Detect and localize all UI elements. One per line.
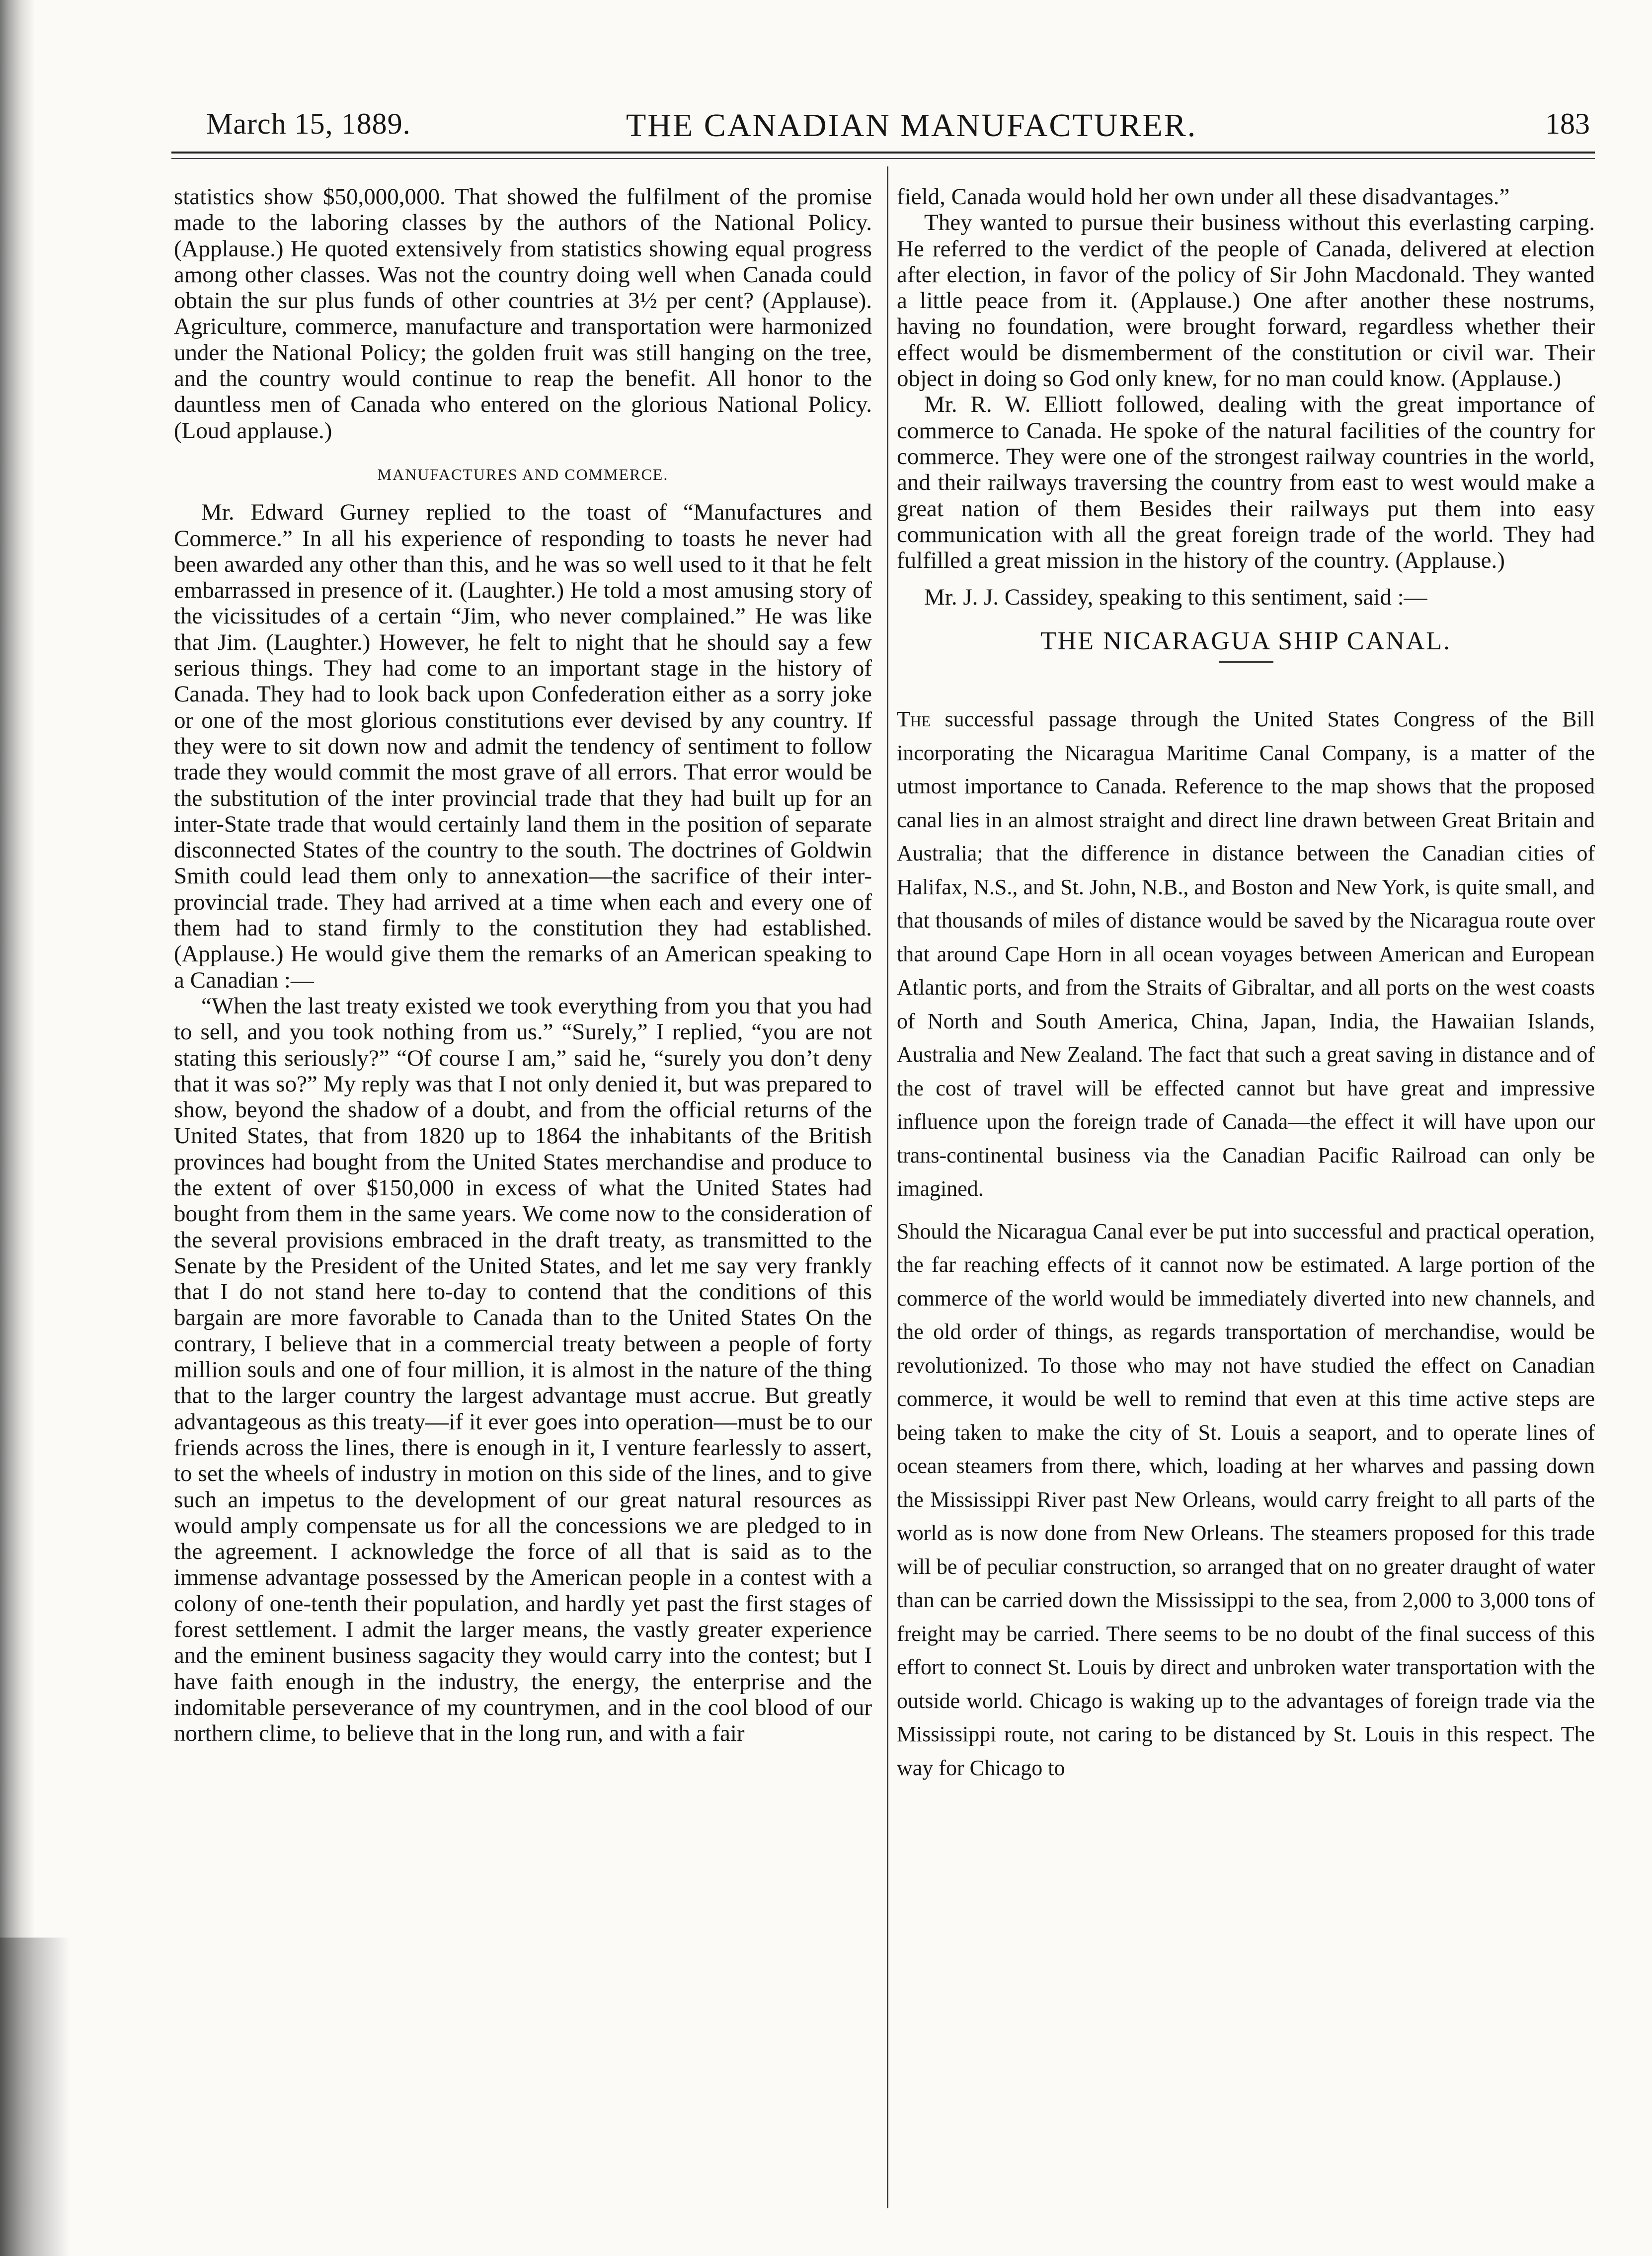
left-column [174, 184, 872, 2211]
title-rule [1219, 661, 1273, 663]
lead-word: The [897, 707, 931, 732]
page-binding-edge [0, 0, 35, 2256]
article-paragraph [897, 702, 1595, 1206]
column-divider [887, 166, 888, 2208]
paragraph: Mr. Edward Gurney replied to the toast of “Manufactures and Commerce.” In all his experience of responding to toasts he never had been awarded any other than this, and he was so well used to it that he felt embarrassed in presence of it. (Laughter.) He told a most amusing story of the vicissitudes of a certain “Jim, who never complained.” He was like that Jim. (Laughter.) However, he felt to night that he should say a few serious things. They had come to an important stage in the history of Canada. They had to look back upon Confederation either as a sorry joke or one of the most glorious constitutions ever devised by any country. If they were to sit down now and admit the tendency of sentiment to follow trade they would commit the most grave of all errors. That error would be the substitution of the inter provincial trade that they had built up for an inter-State trade that would certainly land them in the position of separate disconnected States of the country to the south. The doctrines of Goldwin Smith could lead them only to annexation—the sacrifice of their inter-provincial trade. They had arrived at a time when each and every one of them had to stand firmly to the constitution they had established. (Applause.) He would give them the remarks of an American speaking to a Canadian :— [174, 499, 872, 993]
header-date: March 15, 1889. [206, 107, 411, 140]
publication-title: THE CANADIAN MANUFACTURER. [626, 107, 1197, 144]
paragraph: Mr. R. W. Elliott followed, dealing with the great importance of commerce to Canada. He spoke of the natural facilities of the country for commerce. They were one of the strongest railway countries in the world, and their railways traversing the country from east to west would make a great nation of them Besides their railways put them into easy communication with all the great foreign trade of the world. They had fulfilled a great mission in the history of the country. (Applause.) [897, 391, 1595, 574]
paragraph: Mr. J. J. Cassidey, speaking to this sentiment, said :— [924, 584, 1427, 611]
header-rule-thin [171, 158, 1595, 159]
page-number: 183 [1545, 107, 1590, 140]
paragraph: field, Canada would hold her own under all these disadvantages.” [897, 184, 1510, 210]
page-binding-shadow [0, 1938, 70, 2256]
article-body [897, 702, 1595, 1785]
article-title: THE NICARAGUA SHIP CANAL. [1040, 626, 1452, 655]
right-column [897, 184, 1595, 2211]
article-text: successful passage through the United States Congress of the Bill incorporating the Nicaragua Maritime Canal Company, is a matter of the utmost importance to Canada. Reference to the map shows that the proposed canal lies in an almost straight and direct line drawn between Great Britain and Australia; that the difference in distance between the Canadian cities of Halifax, N.S., and St. John, N.B., and Boston and New York, is quite small, and that thousands of miles of distance would be saved by the Nicaragua route over that around Cape Horn in all ocean voyages between American and European Atlantic ports, and from the Straits of Gibraltar, and all ports on the west coasts of North and South America, China, Japan, India, the Hawaiian Islands, Australia and New Zealand. The fact that such a great saving in distance and of the cost of travel will be effected cannot but have great and impressive influence upon the foreign trade of Canada—the effect it will have upon our trans-continental business via the Canadian Pacific Railroad can only be imagined. [897, 707, 1595, 1201]
paragraph: statistics show $50,000,000. That showed the fulfilment of the promise made to the laboring classes by the authors of the National Policy. (Applause.) He quoted extensively from statistics showing equal progress among other classes. Was not the country doing well when Canada could obtain the sur plus funds of other countries at 3½ per cent? (Applause). Agriculture, commerce, manufacture and transportation were harmonized under the National Policy; the golden fruit was still hanging on the tree, and the country would continue to reap the benefit. All honor to the dauntless men of Canada who entered on the glorious National Policy. (Loud applause.) [174, 184, 872, 444]
header-rule-thick [171, 152, 1595, 154]
article-paragraph: Should the Nicaragua Canal ever be put into successful and practical operation, the far reaching effects of it cannot now be estimated. A large portion of the commerce of the world would be immediately diverted into new channels, and the old order of things, as regards transportation of merchandise, would be revolutionized. To those who may not have studied the effect on Canadian commerce, it would be well to remind that even at this time active steps are being taken to make the city of St. Louis a seaport, and to operate lines of ocean steamers from there, which, loading at her wharves and passing down the Mississippi River past New Orleans, would carry freight to all parts of the world as is now done from New Orleans. The steamers proposed for this trade will be of peculiar construction, so arranged that on no greater draught of water than can be carried down the Mississippi to the sea, from 2,000 to 3,000 tons of freight may be carried. There seems to be no doubt of the final success of this effort to connect St. Louis by direct and unbroken water transportation with the outside world. Chicago is waking up to the advantages of foreign trade via the Mississippi route, not caring to be distanced by St. Louis in this respect. The way for Chicago to [897, 1219, 1595, 1780]
paragraph: They wanted to pursue their business without this everlasting carping. He referred to the verdict of the people of Canada, delivered at election after election, in favor of the policy of Sir John Macdonald. They wanted a little peace from it. (Applause.) One after another these nostrums, having no foundation, were brought forward, regardless whether their effect would be dismemberment of the constitution or civil war. Their object in doing so God only knew, for no man could know. (Applause.) [897, 210, 1595, 392]
page-header [206, 107, 1590, 147]
section-heading: MANUFACTURES AND COMMERCE. [377, 465, 669, 483]
quoted-paragraph: “When the last treaty existed we took everything from you that you had to sell, and you took nothing from us.” “Surely,” I replied, “you are not stating this seriously?” “Of course I am,” said he, “surely you don’t deny that it was so?” My reply was that I not only denied it, but was prepared to show, beyond the shadow of a doubt, and from the official returns of the United States, that from 1820 up to 1864 the inhabitants of the British provinces had bought from the United States merchandise and produce to the extent of over $150,000 in excess of what the United States had bought from them in the same years. We come now to the consideration of the several provisions embraced in the draft treaty, as transmitted to the Senate by the President of the United States, and let me say very frankly that I do not stand here to-day to contend that the conditions of this bargain are more favorable to Canada than to the United States On the contrary, I believe that in a commercial treaty between a people of forty million souls and one of four million, it is almost in the nature of the thing that to the larger country the largest advantage must accrue. But greatly advantageous as this treaty—if it ever goes into operation—must be to our friends across the lines, there is enough in it, I venture fearlessly to assert, to set the wheels of industry in motion on this side of the lines, and to give such an impetus to the development of our great natural resources as would amply compensate us for all the concessions we are pledged to in the agreement. I acknowledge the force of all that is said as to the immense advantage possessed by the American people in a contest with a colony of one-tenth their population, and hardly yet past the first stages of forest settlement. I admit the larger means, the vastly greater experience and the eminent business sagacity they would carry into the contest; but I have faith enough in the industry, the energy, the enterprise and the indomitable perseverance of my countrymen, and in the cool blood of our northern clime, to believe that in the long run, and with a fair [174, 993, 872, 1747]
